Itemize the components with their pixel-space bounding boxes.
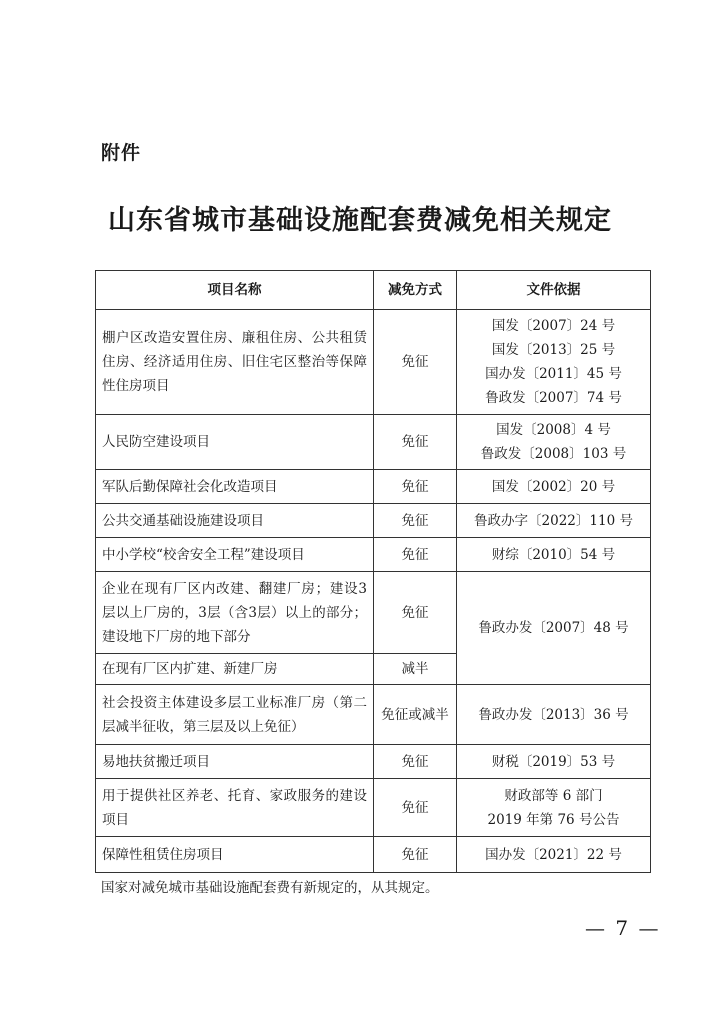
basis-line: 2019 年第 76 号公告 (487, 811, 620, 828)
project-name: 易地扶贫搬迁项目 (96, 745, 374, 779)
project-name: 人民防空建设项目 (96, 415, 374, 470)
table-row (96, 572, 651, 654)
reduction-mode: 免征 (374, 779, 457, 837)
basis-line: 国发〔2013〕25 号 (491, 342, 616, 358)
project-name: 社会投资主体建设多层工业标准厂房（第二层减半征收，第三层及以上免征） (96, 685, 374, 745)
basis-line: 国发〔2008〕4 号 (496, 422, 611, 438)
table-row (96, 779, 651, 837)
document-basis: 财税〔2019〕53 号 (457, 745, 651, 779)
reduction-mode: 免征或减半 (374, 685, 457, 745)
project-name: 公共交通基础设施建设项目 (96, 504, 374, 538)
project-name: 保障性租赁住房项目 (96, 837, 374, 873)
project-name: 在现有厂区内扩建、新建厂房 (96, 654, 374, 685)
table-row (96, 745, 651, 779)
document-title: 山东省城市基础设施配套费减免相关规定 (108, 205, 612, 236)
table-row (96, 504, 651, 538)
document-basis: 财综〔2010〕54 号 (457, 538, 651, 572)
table-row (96, 415, 651, 470)
basis-line: 财政部等 6 部门 (504, 787, 603, 804)
reduction-mode: 免征 (374, 504, 457, 538)
table-row (96, 837, 651, 873)
reduction-mode: 减半 (374, 654, 457, 685)
document-basis: 鲁政办发〔2007〕48 号 (457, 572, 651, 685)
project-name: 中小学校“校舍安全工程”建设项目 (96, 538, 374, 572)
table-header-row (96, 271, 651, 310)
basis-line: 国办发〔2011〕45 号 (485, 366, 622, 382)
document-basis: 鲁政办发〔2013〕36 号 (457, 685, 651, 745)
header-reduction-mode: 减免方式 (374, 271, 457, 310)
project-name: 军队后勤保障社会化改造项目 (96, 470, 374, 504)
table-row (96, 310, 651, 415)
table-row (96, 538, 651, 572)
project-name: 用于提供社区养老、托育、家政服务的建设项目 (96, 779, 374, 837)
regulations-table (95, 270, 651, 873)
table-row (96, 685, 651, 745)
reduction-mode: 免征 (374, 837, 457, 873)
reduction-mode: 免征 (374, 745, 457, 779)
basis-line: 国发〔2007〕24 号 (491, 318, 616, 334)
header-document-basis: 文件依据 (457, 271, 651, 310)
document-basis (457, 310, 651, 415)
document-basis (457, 779, 651, 837)
basis-line: 鲁政发〔2008〕103 号 (480, 446, 627, 462)
reduction-mode: 免征 (374, 415, 457, 470)
document-basis: 国发〔2002〕20 号 (457, 470, 651, 504)
reduction-mode: 免征 (374, 572, 457, 654)
document-basis: 鲁政办字〔2022〕110 号 (457, 504, 651, 538)
header-project-name: 项目名称 (96, 271, 374, 310)
basis-line: 鲁政发〔2007〕74 号 (485, 390, 622, 406)
footnote: 国家对减免城市基础设施配套费有新规定的，从其规定。 (101, 880, 439, 896)
page-number: — 7 — (585, 916, 661, 940)
reduction-mode: 免征 (374, 310, 457, 415)
attachment-label: 附件 (101, 142, 142, 164)
reduction-mode: 免征 (374, 470, 457, 504)
project-name: 企业在现有厂区内改建、翻建厂房；建设3层以上厂房的，3层（含3层）以上的部分；建设地下厂房的地下部分 (96, 572, 374, 654)
project-name: 棚户区改造安置住房、廉租住房、公共租赁住房、经济适用住房、旧住宅区整治等保障性住房项目 (96, 310, 374, 415)
table-row (96, 470, 651, 504)
document-basis: 国办发〔2021〕22 号 (457, 837, 651, 873)
document-basis (457, 415, 651, 470)
reduction-mode: 免征 (374, 538, 457, 572)
